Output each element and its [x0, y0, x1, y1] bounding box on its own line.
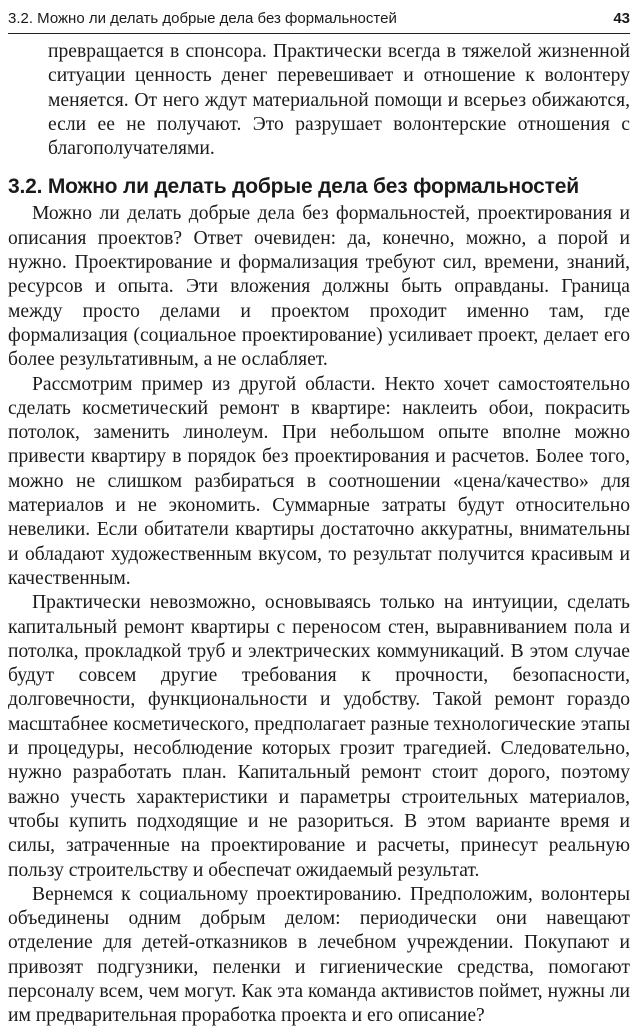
paragraph-3: Практически невозможно, основываясь только на интуиции, сделать капитальный ремонт квартиры с переносом стен, выравниванием пола и потолка, прокладкой труб и электрических коммуникаций. В этом случае будут совсем другие требования к прочности, безопасности, долговечности, функциональности и удобству. Такой ремонт гораздо масштабнее косметического, предполагает разные технологические этапы и процедуры, несоблюдение которых грозит трагедией. Следовательно, нужно разработать план. Капитальный ремонт стоит дорого, поэтому важно учесть характеристики и параметры строительных материалов, чтобы купить подходящие и не разориться. В этом варианте время и силы, затраченные на проектирование и расчеты, принесут реальную пользу строительству и обеспечат ожидаемый результат.	[8, 592, 630, 881]
body-text	[8, 40, 630, 1029]
paragraph-2: Рассмотрим пример из другой области. Некто хочет самостоятельно сделать косметический ремонт в квартире: наклеить обои, покрасить потолок, заменить линолеум. При небольшом опыте вполне можно привести квартиру в порядок без проектирования и расчетов. Более того, можно не слишком разбираться в соотношении «цена/качество» для материалов и не экономить. Суммарные затраты будут относительно невелики. Если обитатели квартиры достаточно аккуратны, внимательны и обладают художественным вкусом, то результат получится красивым и качественным.	[8, 373, 630, 589]
running-header	[8, 10, 630, 32]
section-heading: 3.2. Можно ли делать добрые дела без формальностей	[8, 175, 579, 199]
page-number: 43	[613, 10, 630, 27]
paragraph-4: Вернемся к социальному проектированию. Предположим, волонтеры объединены одним добрым делом: периодически они навещают отделение для детей-отказников в лечебном учреждении. Покупают и привозят подгузники, пеленки и гигиенические средства, помогают персоналу всем, чем могут. Как эта команда активистов поймет, нужны ли им предварительная проработка проекта и его описание?	[8, 883, 630, 1027]
header-rule	[8, 33, 630, 34]
paragraph-1: Можно ли делать добрые дела без формальностей, проектирования и описания проектов? Ответ очевиден: да, конечно, можно, а порой и нужно. Проектирование и формализация требуют сил, времени, знаний, ресурсов и опыта. Эти вложения должны быть оправданы. Граница между просто делами и проектом проходит именно там, где формализация (социальное проектирование) усиливает проект, делает его более результативным, а не ослабляет.	[8, 203, 630, 371]
running-header-title: 3.2. Можно ли делать добрые дела без формальностей	[8, 10, 397, 27]
intro-paragraph: превращается в спонсора. Практически всегда в тяжелой жизненной ситуации ценность денег перевешивает и отношение к волонтеру меняется. От него ждут материальной помощи и всерьез обижаются, если ее не получают. Это разрушает волонтерские отношения с благополучателями.	[48, 41, 630, 160]
